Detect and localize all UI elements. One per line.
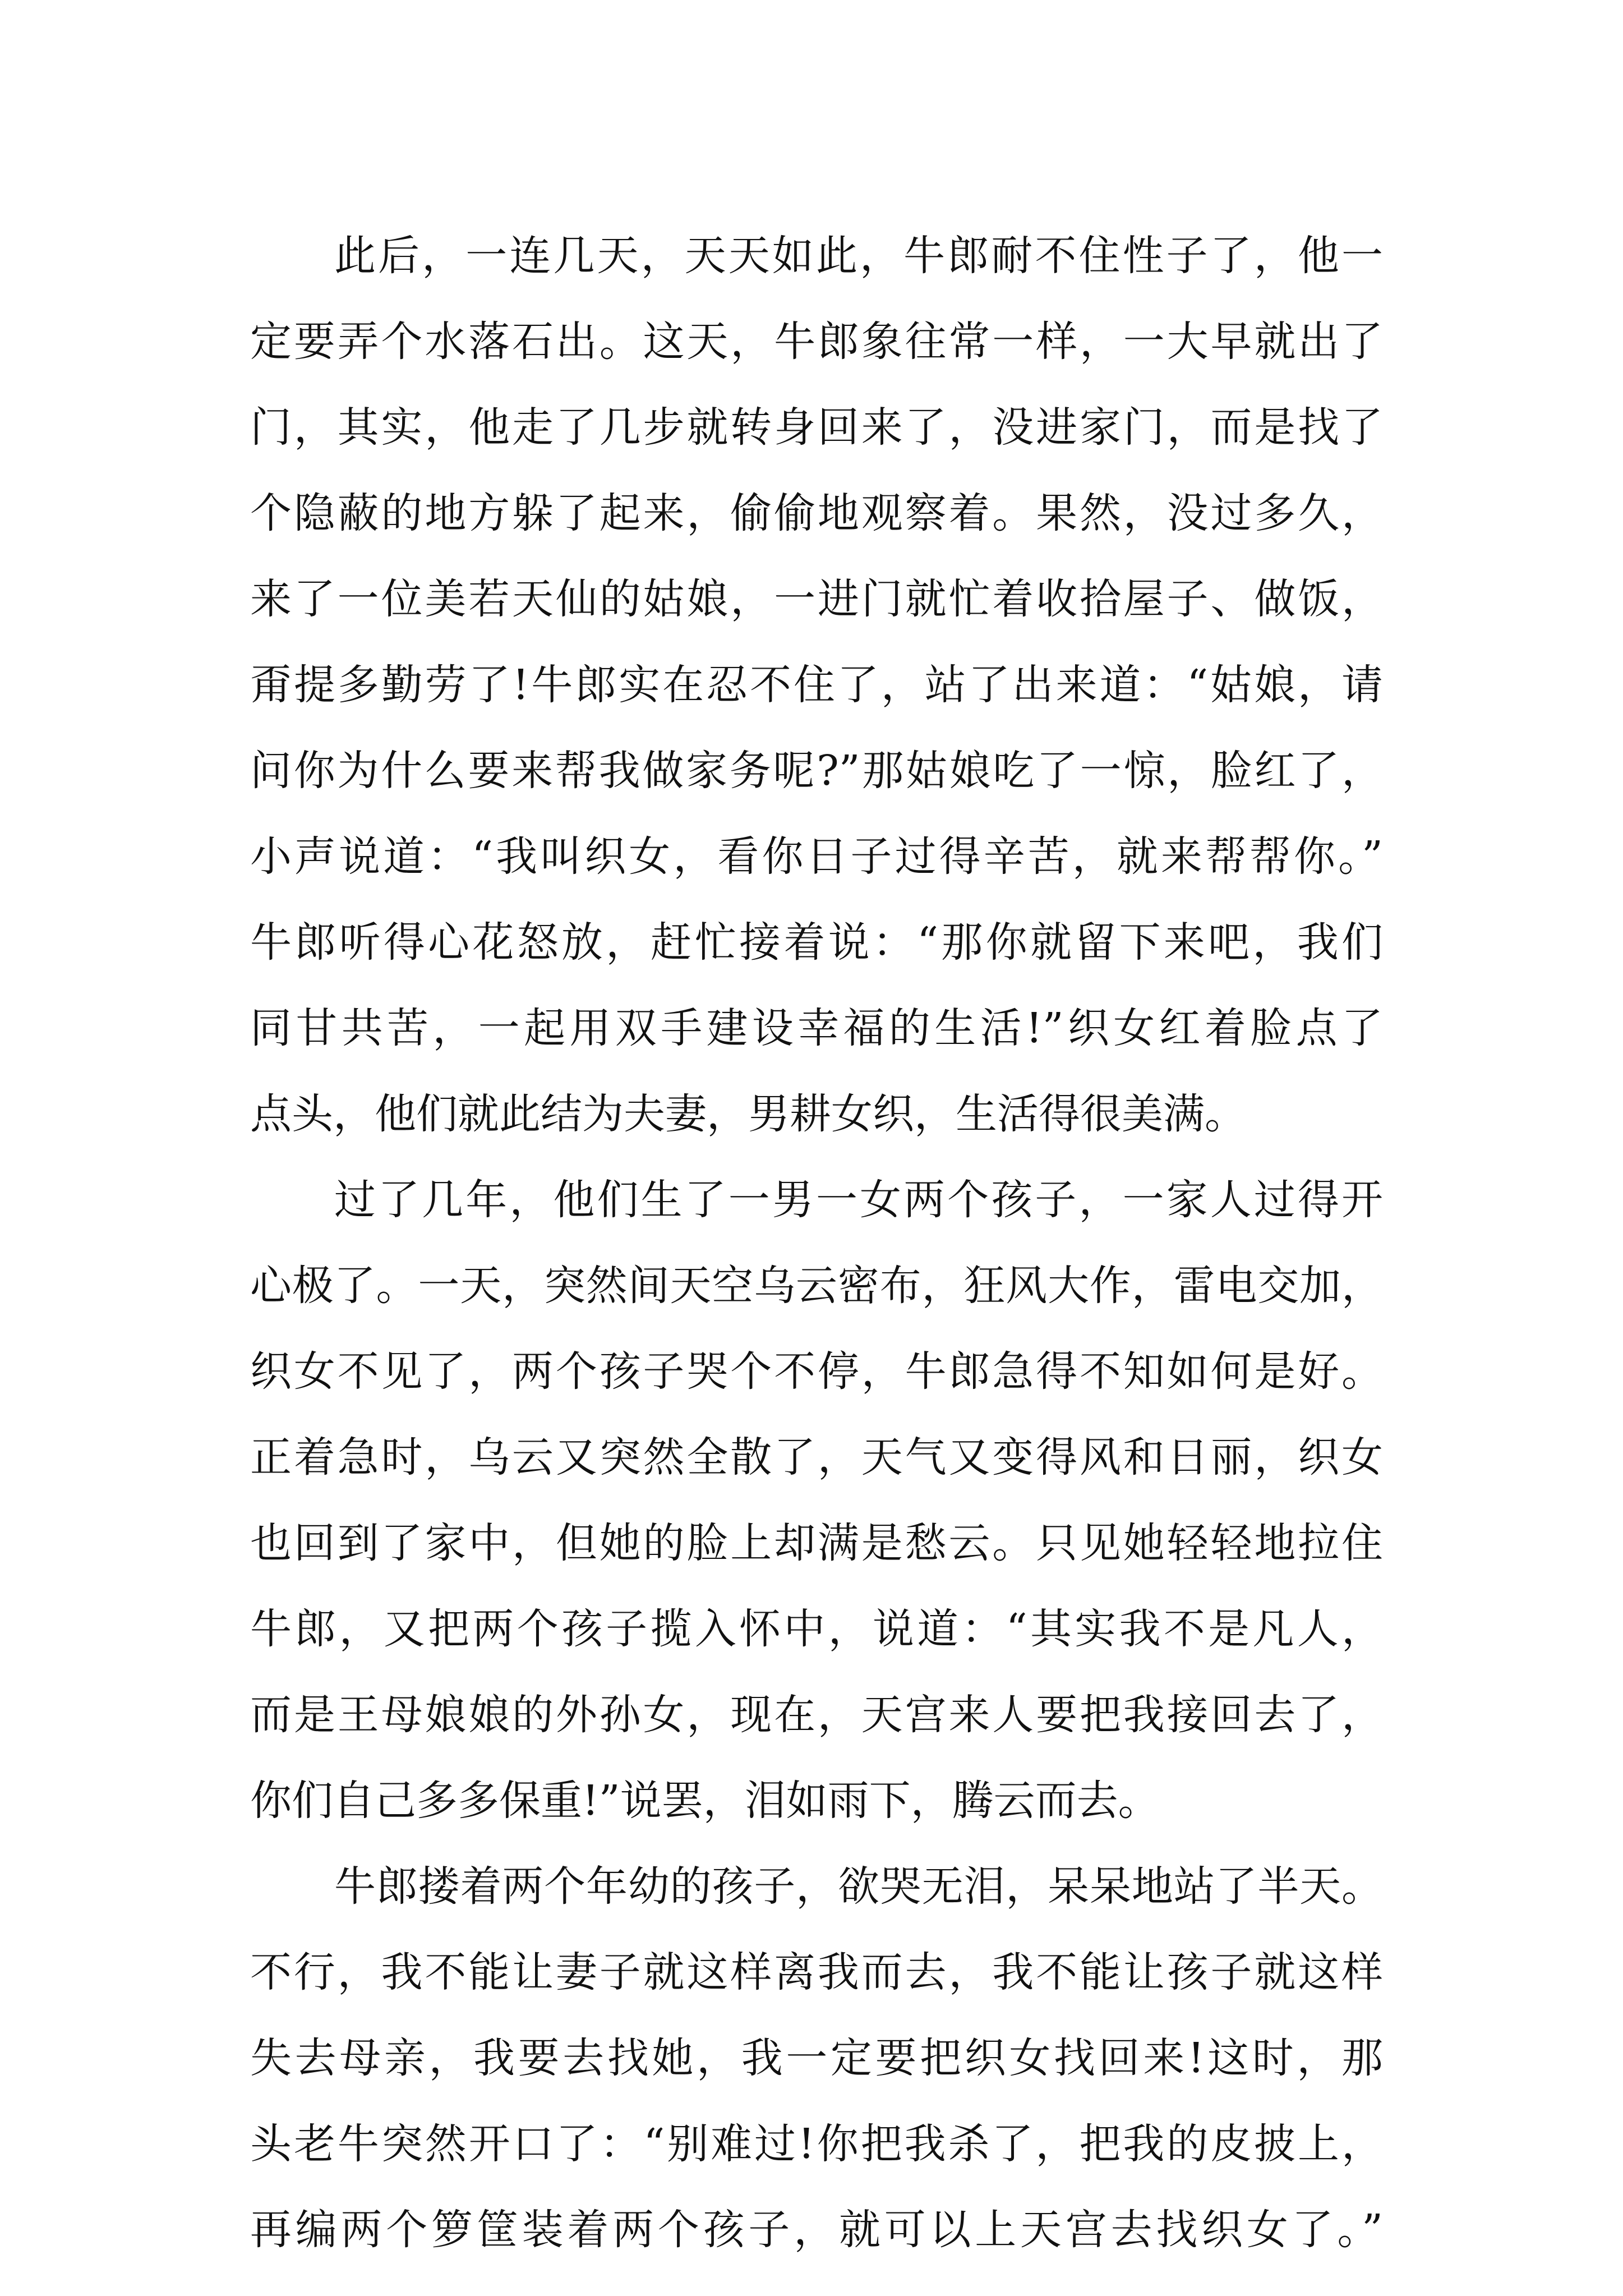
text-line: 过了几年，他们生了一男一女两个孩子，一家人过得开 xyxy=(334,1176,1383,1224)
text-line: 不行，我不能让妻子就这样离我而去，我不能让孩子就这样 xyxy=(250,1948,1383,1996)
text-line: 此后，一连几天，天天如此，牛郎耐不住性子了，他一 xyxy=(334,232,1383,280)
text-line: 个隐蔽的地方躲了起来，偷偷地观察着。果然，没过多久， xyxy=(250,489,1383,537)
text-line: 失去母亲，我要去找她，我一定要把织女找回来!这时，那 xyxy=(250,2034,1383,2082)
text-line: 你们自己多多保重!”说罢，泪如雨下，腾云而去。 xyxy=(250,1777,1160,1825)
paragraph-3 xyxy=(250,1844,1383,2273)
text-line: 小声说道：“我叫织女，看你日子过得辛苦，就来帮帮你。” xyxy=(250,832,1383,881)
text-line: 来了一位美若天仙的姑娘，一进门就忙着收拾屋子、做饭， xyxy=(250,575,1383,623)
text-line: 定要弄个水落石出。这天，牛郎象往常一样，一大早就出了 xyxy=(250,318,1383,366)
text-line: 甭提多勤劳了!牛郎实在忍不住了，站了出来道：“姑娘，请 xyxy=(250,661,1383,709)
text-line: 门，其实，他走了几步就转身回来了，没进家门，而是找了 xyxy=(250,403,1383,452)
text-line: 织女不见了，两个孩子哭个不停，牛郎急得不知如何是好。 xyxy=(250,1347,1383,1396)
text-line: 同甘共苦，一起用双手建设幸福的生活!”织女红着脸点了 xyxy=(250,1004,1383,1052)
paragraph-2 xyxy=(250,1157,1383,1844)
story-text xyxy=(250,213,1383,2273)
paragraph-1 xyxy=(250,213,1383,1157)
text-line: 心极了。一天，突然间天空乌云密布，狂风大作，雷电交加， xyxy=(250,1262,1383,1310)
text-line: 也回到了家中，但她的脸上却满是愁云。只见她轻轻地拉住 xyxy=(250,1519,1383,1567)
text-line: 牛郎搂着两个年幼的孩子，欲哭无泪，呆呆地站了半天。 xyxy=(334,1862,1383,1911)
text-line: 再编两个箩筐装着两个孩子，就可以上天宫去找织女了。” xyxy=(250,2206,1383,2254)
text-line: 头老牛突然开口了：“别难过!你把我杀了，把我的皮披上， xyxy=(250,2120,1383,2168)
text-line: 点头，他们就此结为夫妻，男耕女织，生活得很美满。 xyxy=(250,1090,1246,1138)
text-line: 牛郎，又把两个孩子揽入怀中，说道：“其实我不是凡人， xyxy=(250,1605,1383,1653)
text-line: 而是王母娘娘的外孙女，现在，天宫来人要把我接回去了， xyxy=(250,1691,1383,1739)
text-line: 正着急时，乌云又突然全散了，天气又变得风和日丽，织女 xyxy=(250,1433,1383,1481)
text-line: 牛郎听得心花怒放，赶忙接着说：“那你就留下来吧，我们 xyxy=(250,918,1383,967)
text-line: 问你为什么要来帮我做家务呢?”那姑娘吃了一惊，脸红了， xyxy=(250,747,1383,795)
